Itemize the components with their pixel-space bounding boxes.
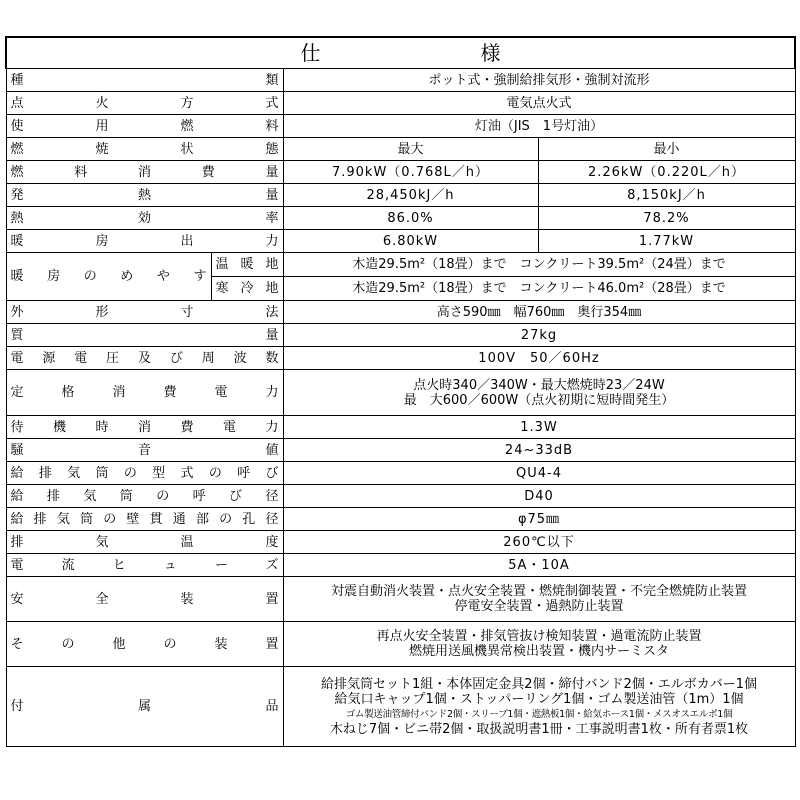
rated-power-line-1: 点火時340／340W・最大燃焼時23／24W xyxy=(413,377,665,393)
row-exhaust-temp xyxy=(6,531,795,554)
accessories-line-2: 給気口キャップ1個・ストッパーリング1個・ゴム製送油管（1m）1個 xyxy=(334,691,744,707)
label-type: 種類 xyxy=(6,69,283,92)
row-rated-power xyxy=(6,370,795,416)
title-left: 仕 xyxy=(300,40,321,65)
value-safety xyxy=(283,577,795,622)
row-standby-power xyxy=(6,416,795,439)
row-room-size-warm xyxy=(6,253,795,277)
value-heat-output-min: 8,150kJ／h xyxy=(538,184,795,207)
value-fuse: 5A・10A xyxy=(283,554,795,577)
label-flue-diameter: 給排気筒の呼び径 xyxy=(6,485,283,508)
value-accessories xyxy=(283,667,795,747)
label-safety: 安全装置 xyxy=(6,577,283,622)
accessories-line-3: ゴム製送油管締付バンド2個・スリーブ1個・遮熱板1個・給気ホース1個・メスオスエルボ1個 xyxy=(345,708,733,720)
row-flue-diameter xyxy=(6,485,795,508)
value-heat-output-max: 28,450kJ／h xyxy=(283,184,538,207)
label-weight: 質量 xyxy=(6,324,283,347)
label-heat-output: 発熱量 xyxy=(6,184,283,207)
row-dimensions xyxy=(6,301,795,324)
spec-sheet xyxy=(5,36,794,747)
row-heat-output xyxy=(6,184,795,207)
label-wall-hole: 給排気筒の壁貫通部の孔径 xyxy=(6,508,283,531)
row-power-supply xyxy=(6,347,795,370)
value-efficiency-max: 86.0% xyxy=(283,207,538,230)
label-power-supply: 電源電圧及び周波数 xyxy=(6,347,283,370)
label-accessories: 付属品 xyxy=(6,667,283,747)
row-type xyxy=(6,69,795,92)
header-max: 最大 xyxy=(283,138,538,161)
label-noise: 騒音値 xyxy=(6,439,283,462)
row-ignition xyxy=(6,92,795,115)
row-fuel xyxy=(6,115,795,138)
value-efficiency-min: 78.2% xyxy=(538,207,795,230)
title-row xyxy=(6,37,795,69)
value-fuel: 灯油（JIS 1号灯油） xyxy=(283,115,795,138)
row-flue-model xyxy=(6,462,795,485)
value-ignition: 電気点火式 xyxy=(283,92,795,115)
value-flue-diameter: D40 xyxy=(283,485,795,508)
value-exhaust-temp: 260℃以下 xyxy=(283,531,795,554)
rated-power-line-2: 最 大600／600W（点火初期に短時間発生） xyxy=(403,392,675,408)
label-combustion-state: 燃焼状態 xyxy=(6,138,283,161)
value-heating-output-max: 6.80kW xyxy=(283,230,538,253)
value-standby-power: 1.3W xyxy=(283,416,795,439)
label-warm-region: 温暖地 xyxy=(211,253,283,277)
value-other-devices xyxy=(283,622,795,667)
title-right: 様 xyxy=(480,40,501,65)
row-safety xyxy=(6,577,795,622)
value-type: ポット式・強制給排気形・強制対流形 xyxy=(283,69,795,92)
label-heating-output: 暖房出力 xyxy=(6,230,283,253)
accessories-line-1: 給排気筒セット1組・本体固定金具2個・締付バンド2個・エルボカバー1個 xyxy=(320,676,758,692)
row-wall-hole xyxy=(6,508,795,531)
row-fuel-consumption xyxy=(6,161,795,184)
value-flue-model: QU4-4 xyxy=(283,462,795,485)
row-fuse xyxy=(6,554,795,577)
row-weight xyxy=(6,324,795,347)
label-other-devices: その他の装置 xyxy=(6,622,283,667)
safety-line-2: 停電安全装置・過熱防止装置 xyxy=(454,599,624,614)
value-dimensions: 高さ590㎜ 幅760㎜ 奥行354㎜ xyxy=(283,301,795,324)
label-fuel-consumption: 燃料消費量 xyxy=(6,161,283,184)
label-cold-region: 寒冷地 xyxy=(211,277,283,301)
row-accessories xyxy=(6,667,795,747)
row-noise xyxy=(6,439,795,462)
label-flue-model: 給排気筒の型式の呼び xyxy=(6,462,283,485)
value-cold-region: 木造29.5m²（18畳）まで コンクリート46.0m²（28畳）まで xyxy=(283,277,795,301)
value-fuel-consumption-max: 7.90kW（0.768L／h） xyxy=(283,161,538,184)
accessories-line-4: 木ねじ7個・ビニ帯2個・取扱説明書1冊・工事説明書1枚・所有者票1枚 xyxy=(329,721,749,737)
label-dimensions: 外形寸法 xyxy=(6,301,283,324)
value-fuel-consumption-min: 2.26kW（0.220L／h） xyxy=(538,161,795,184)
value-rated-power xyxy=(283,370,795,416)
row-heating-output xyxy=(6,230,795,253)
row-other-devices xyxy=(6,622,795,667)
label-efficiency: 熱効率 xyxy=(6,207,283,230)
row-combustion-state xyxy=(6,138,795,161)
value-noise: 24~33dB xyxy=(283,439,795,462)
label-fuse: 電流ヒューズ xyxy=(6,554,283,577)
safety-line-1: 対震自動消火装置・点火安全装置・燃焼制御装置・不完全燃焼防止装置 xyxy=(330,584,747,599)
label-room-size: 暖房のめやす xyxy=(6,253,211,301)
label-ignition: 点火方式 xyxy=(6,92,283,115)
value-power-supply: 100V 50／60Hz xyxy=(283,347,795,370)
label-standby-power: 待機時消費電力 xyxy=(6,416,283,439)
label-rated-power: 定格消費電力 xyxy=(6,370,283,416)
label-fuel: 使用燃料 xyxy=(6,115,283,138)
other-line-2: 燃焼用送風機異常検出装置・機内サーミスタ xyxy=(408,644,669,659)
value-heating-output-min: 1.77kW xyxy=(538,230,795,253)
value-warm-region: 木造29.5m²（18畳）まで コンクリート39.5m²（24畳）まで xyxy=(283,253,795,277)
row-efficiency xyxy=(6,207,795,230)
value-weight: 27kg xyxy=(283,324,795,347)
value-wall-hole: φ75㎜ xyxy=(283,508,795,531)
page-title xyxy=(6,37,795,69)
label-exhaust-temp: 排気温度 xyxy=(6,531,283,554)
spec-table xyxy=(5,36,796,747)
other-line-1: 再点火安全装置・排気管抜け検知装置・過電流防止装置 xyxy=(376,629,702,644)
header-min: 最小 xyxy=(538,138,795,161)
